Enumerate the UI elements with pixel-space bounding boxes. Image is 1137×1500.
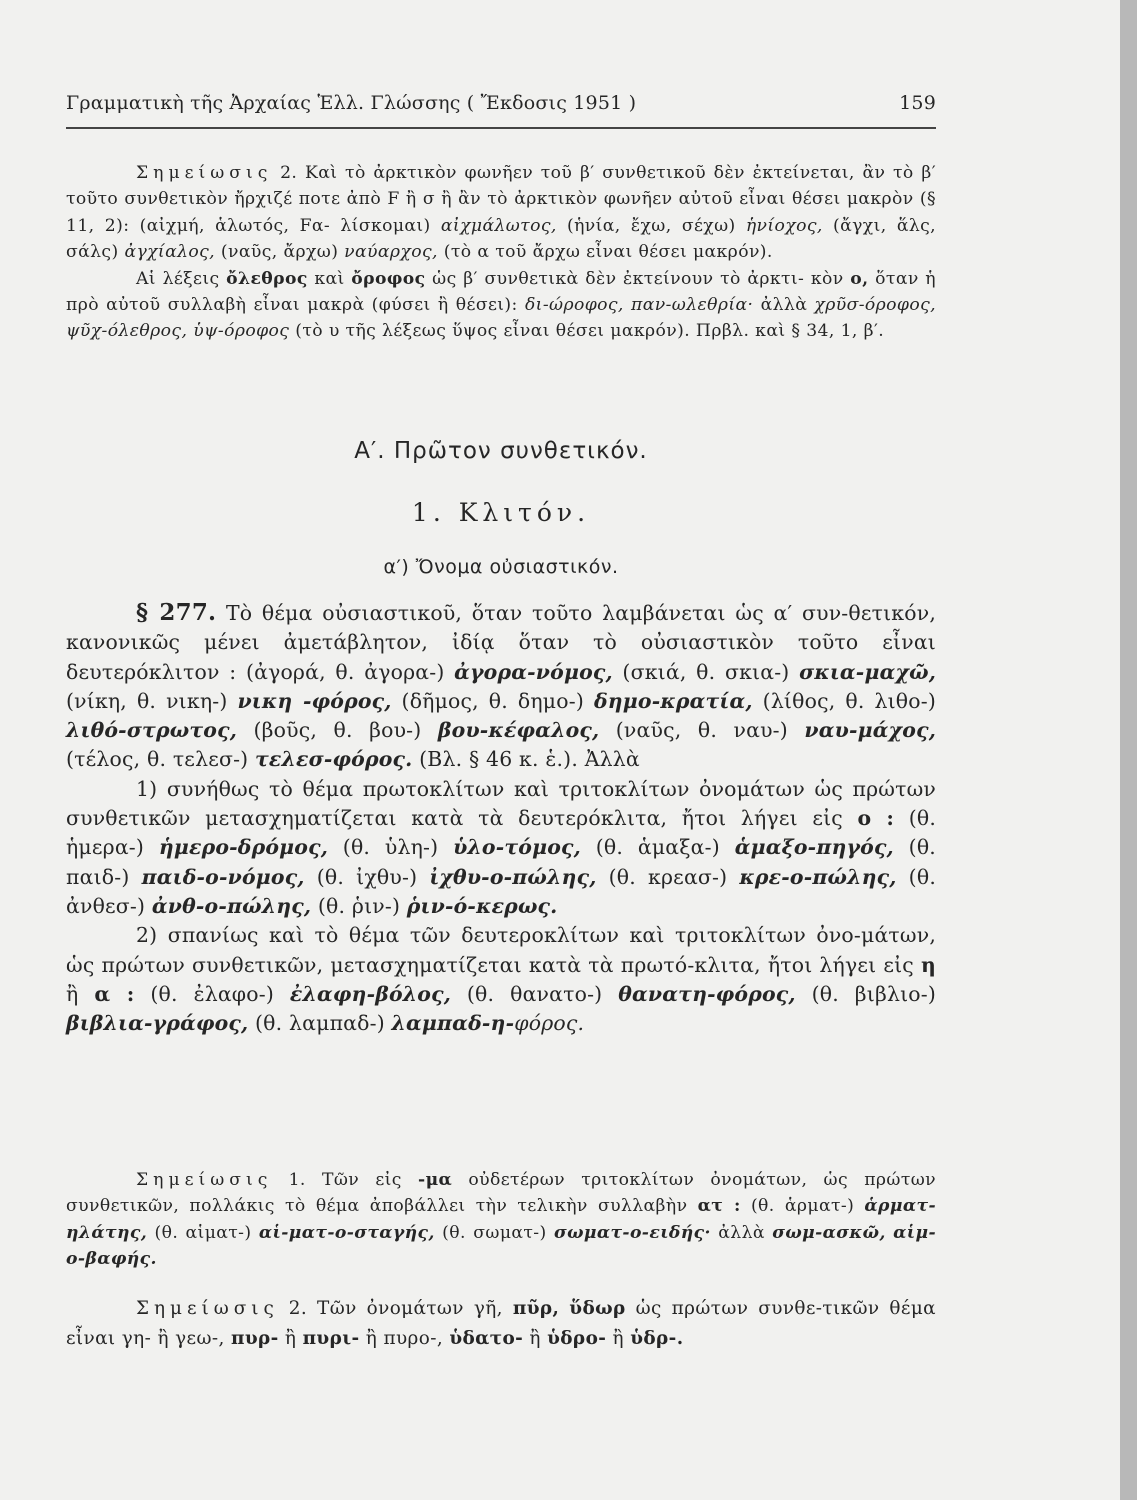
note-2-top-paragraph-2: Αἱ λέξεις ὄλεθρος καὶ ὄροφος ὡς β′ συνθετικὰ δὲν ἐκτείνουν τὸ ἀρκτι- κὸν ο, ὅταν ἡ πρὸ αὐτοῦ συλλαβὴ εἶναι μακρὰ (φύσει ἢ θέσει): δι-ώροφος, παν-ωλεθρία· ἀλλὰ χρῦσ-όροφος, ψῦχ-όλεθρος, ὑψ-όροφος (τὸ υ τῆς λέξεως ὕψος εἶναι θέσει μακρόν). Πρβλ. καὶ § 34, 1, β′. (66, 268, 937, 342)
page-number: 159 (899, 92, 936, 114)
note-1: Σημείωσις 1. Τῶν εἰς -μα οὐδετέρων τριτοκλίτων ὀνομάτων, ὡς πρώτων συνθετικῶν, πολλάκις τὸ θέμα ἀποβάλλει τὴν τελικὴν συλλαβὴν ατ : (θ. ἁρματ-) ἁρματ-ηλάτης, (θ. αἱματ-) αἱ-ματ-ο-σταγής, (θ. σωματ-) σωματ-ο-ειδής· ἀλλὰ σωμ-ασκῶ, αἱμ-ο-βαφής. (66, 1170, 936, 1270)
note-2-top (66, 160, 936, 345)
note-2-bottom: Σημείωσις 2. Τῶν ὀνομάτων γῆ, πῦρ, ὕδωρ ὡς πρώτων συνθε-τικῶν θέμα εἶναι γη- ἢ γεω-, πυρ- ἢ πυρι- ἢ πυρο-, ὑδατο- ἢ ὑδρο- ἢ ὑδρ-. (66, 1298, 936, 1349)
section-number: § 277. (136, 599, 217, 626)
note-label: Σημείωσις (136, 163, 273, 183)
running-header (66, 92, 936, 114)
section-heading: Α′. Πρῶτον συνθετικόν. (354, 438, 648, 464)
note-label: Σημείωσις (136, 1298, 279, 1319)
page-edge (1120, 0, 1137, 1500)
header-rule (66, 127, 936, 129)
running-title: Γραμματικὴ τῆς Ἀρχαίας Ἑλλ. Γλώσσης ( Ἔκδοσις 1951 ) (66, 92, 637, 114)
item-2: 2) σπανίως καὶ τὸ θέμα τῶν δευτεροκλίτων καὶ τριτοκλίτων ὀνο-μάτων, ὡς πρώτων συνθετικῶν, μετασχηματίζεται κατὰ τὰ πρωτό-κλιτα, ἤτοι λήγει εἰς η ἢ α : (θ. ἐλαφο-) ἐλαφη-βόλος, (θ. θανατο-) θανατη-φόρος, (θ. βιβλιο-) βιβλια-γράφος, (θ. λαμπαδ-) λαμπαδ-η-φόρος. (66, 923, 937, 1036)
item-1: 1) συνήθως τὸ θέμα πρωτοκλίτων καὶ τριτοκλίτων ὀνομάτων ὡς πρώτων συνθετικῶν μετασχηματίζεται κατὰ τὰ δευτερόκλιτα, ἤτοι λήγει εἰς ο : (θ. ἡμερα-) ἡμερο-δρόμος, (θ. ὑλη-) ὑλο-τόμος, (θ. ἁμαξα-) ἁμαξο-πηγός, (θ. παιδ-) παιδ-ο-νόμος, (θ. ἰχθυ-) ἰχθυ-ο-πώλης, (θ. κρεασ-) κρε-ο-πώλης, (θ. ἀνθεσ-) ἀνθ-ο-πώλης, (θ. ῥιν-) ῥιν-ό-κερως. (66, 776, 937, 918)
subsection-heading: 1. Κλιτόν. (411, 498, 591, 527)
note-2-top-text: Σημείωσις 2. Καὶ τὸ ἀρκτικὸν φωνῆεν τοῦ β′ συνθετικοῦ δὲν ἐκτείνεται, ἂν τὸ β′ τοῦτο συνθετικὸν ἤρχιζέ ποτε ἀπὸ F ἢ σ ἢ ἂν τὸ ἀρκτικὸν φωνῆεν αὐτοῦ εἶναι θέσει μακρὸν (§ 11, 2): (αἰχμή, ἁλωτός, Fα- λίσκομαι) αἰχμάλωτος, (ἡνία, ἔχω, σέχω) ἡνίοχος, (ἄγχι, ἅλς, σάλς) ἀγχίαλος, (ναῦς, ἄρχω) ναύαρχος, (τὸ α τοῦ ἄρχω εἶναι θέσει μακρόν). (66, 163, 937, 263)
paragraph-277: § 277. Τὸ θέμα οὐσιαστικοῦ, ὅταν τοῦτο λαμβάνεται ὡς α′ συν-θετικόν, κανονικῶς μένει ἀμετάβλητον, ἰδίᾳ ὅταν τὸ οὐσιαστικὸν τοῦτο εἶναι δευτερόκλιτον : (ἀγορά, θ. ἀγορα-) ἀγορα-νόμος, (σκιά, θ. σκια-) σκια-μαχῶ, (νίκη, θ. νικη-) νικη -φόρος, (δῆμος, θ. δημο-) δημο-κρατία, (λίθος, θ. λιθο-) λιθό-στρωτος, (βοῦς, θ. βου-) βου-κέφαλος, (ναῦς, θ. ναυ-) ναυ-μάχος, (τέλος, θ. τελεσ-) τελεσ-φόρος. (Βλ. § 46 κ. ἑ.). Ἀλλὰ 1) συνήθως τὸ θέμα πρωτοκλίτων καὶ τριτοκλίτων ὀνομάτων ὡς πρώτων συνθετικῶν μετασχηματίζεται κατὰ τὰ δευτερόκλιτα, ἤτοι λήγει εἰς ο : (θ. ἡμερα-) ἡμερο-δρόμος, (θ. ὑλη-) ὑλο-τόμος, (θ. ἁμαξα-) ἁμαξο-πηγός, (θ. παιδ-) παιδ-ο-νόμος, (θ. ἰχθυ-) ἰχθυ-ο-πώλης, (θ. κρεασ-) κρε-ο-πώλης, (θ. ἀνθεσ-) ἀνθ-ο-πώλης, (θ. ῥιν-) ῥιν-ό-κερως. 2) σπανίως καὶ τὸ θέμα τῶν δευτεροκλίτων καὶ τριτοκλίτων ὀνο-μάτων, ὡς πρώτων συνθετικῶν, μετασχηματίζεται κατὰ τὰ πρωτό-κλιτα, ἤτοι λήγει εἰς η ἢ α : (θ. ἐλαφο-) ἐλαφη-βόλος, (θ. θανατο-) θανατη-φόρος, (θ. βιβλιο-) βιβλια-γράφος, (θ. λαμπαδ-) λαμπαδ-η-φόρος. (66, 598, 936, 1038)
note-label: Σημείωσις (136, 1170, 273, 1190)
subsubsection-heading: α′) Ὄνομα οὐσιαστικόν. (383, 556, 619, 578)
